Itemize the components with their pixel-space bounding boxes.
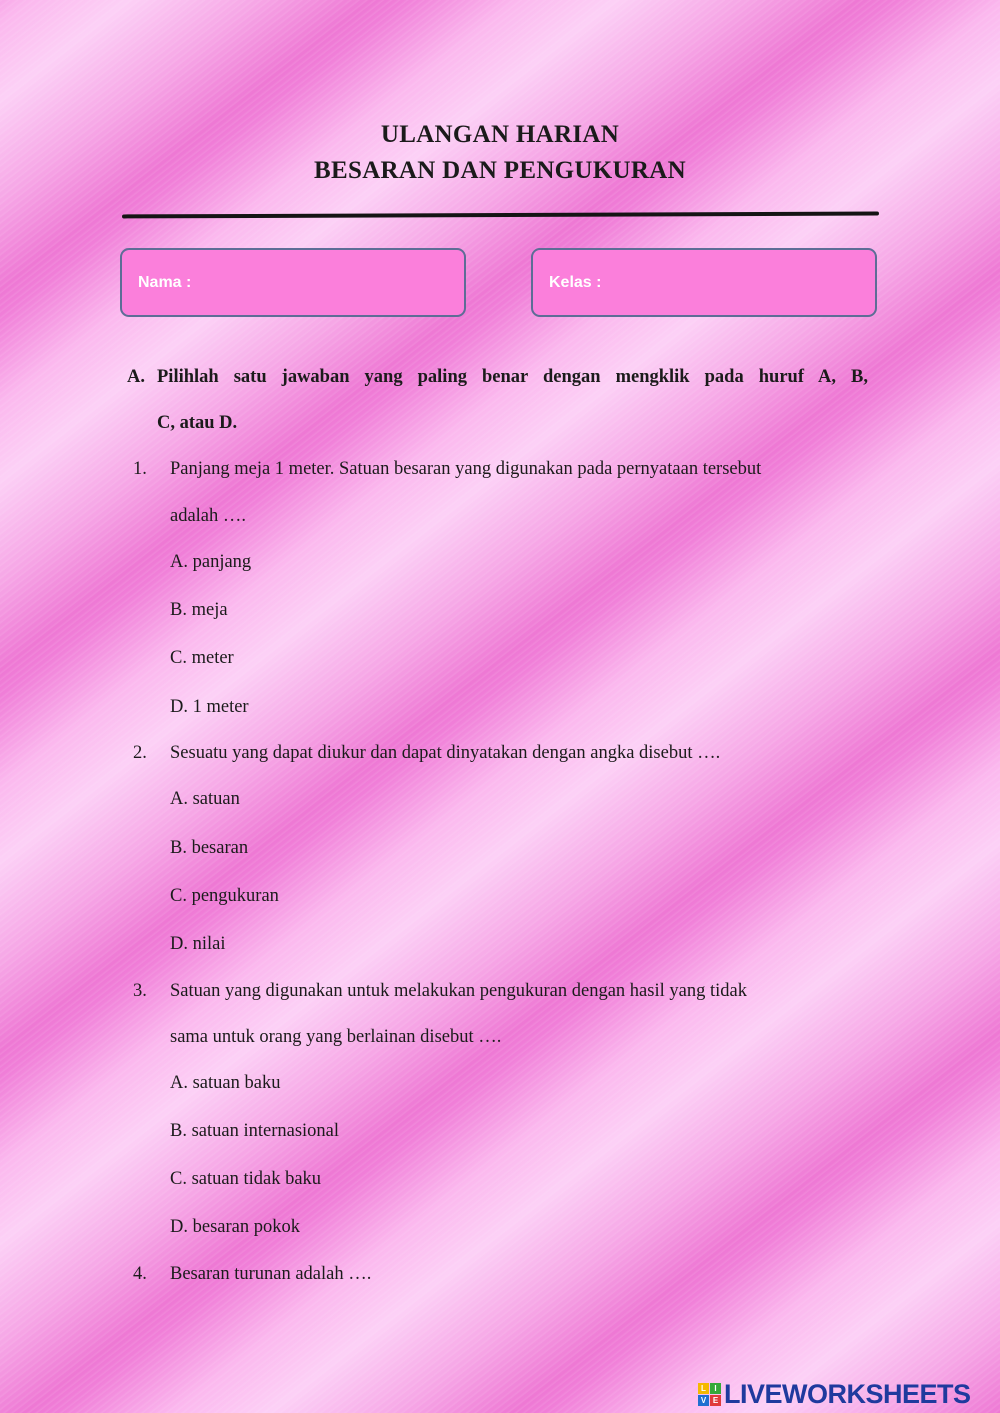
answer-option[interactable]: B. besaran (170, 838, 249, 858)
section-marker: A. (127, 367, 145, 387)
logo-letter: L (698, 1383, 709, 1394)
answer-option[interactable]: C. meter (170, 648, 234, 668)
name-field[interactable] (120, 248, 466, 317)
class-label: Kelas : (549, 274, 602, 291)
class-field[interactable] (531, 248, 877, 317)
answer-option[interactable]: B. satuan internasional (170, 1121, 340, 1141)
title-line-1: ULANGAN HARIAN (380, 121, 620, 148)
name-label: Nama : (138, 274, 192, 291)
question-number: 4. (133, 1264, 147, 1284)
answer-option[interactable]: A. satuan (170, 789, 240, 809)
question-text: Besaran turunan adalah …. (170, 1264, 372, 1284)
question-text: Panjang meja 1 meter. Satuan besaran yang digunakan pada pernyataan tersebut (170, 459, 762, 479)
title-divider (122, 212, 879, 219)
question-text: adalah …. (170, 506, 247, 526)
section-instruction-line-2: C, atau D. (157, 413, 238, 433)
answer-option[interactable]: D. besaran pokok (170, 1217, 300, 1237)
answer-option[interactable]: C. pengukuran (170, 886, 279, 906)
answer-option[interactable]: C. satuan tidak baku (170, 1169, 322, 1189)
title-line-2: BESARAN DAN PENGUKURAN (314, 157, 686, 184)
question-text: Satuan yang digunakan untuk melakukan pengukuran dengan hasil yang tidak (170, 981, 747, 1001)
question-number: 3. (133, 981, 147, 1001)
answer-option[interactable]: B. meja (170, 600, 228, 620)
logo-letter: I (710, 1383, 721, 1394)
answer-option[interactable]: D. 1 meter (170, 697, 249, 717)
liveworksheets-logo (698, 1379, 971, 1409)
question-text: sama untuk orang yang berlainan disebut …. (170, 1027, 502, 1047)
answer-option[interactable]: A. satuan baku (170, 1073, 281, 1093)
answer-option[interactable]: A. panjang (170, 552, 252, 572)
answer-option[interactable]: D. nilai (170, 934, 226, 954)
question-number: 1. (133, 459, 147, 479)
logo-letter: E (710, 1395, 721, 1406)
question-number: 2. (133, 743, 147, 763)
logo-letter: V (698, 1395, 709, 1406)
logo-text: LIVEWORKSHEETS (724, 1378, 971, 1409)
question-text: Sesuatu yang dapat diukur dan dapat dinyatakan dengan angka disebut …. (170, 743, 721, 763)
section-instruction-line-1: Pilihlah satu jawaban yang paling benar dengan mengklik pada huruf A, B, (157, 367, 868, 387)
logo-mark-icon (698, 1383, 721, 1406)
